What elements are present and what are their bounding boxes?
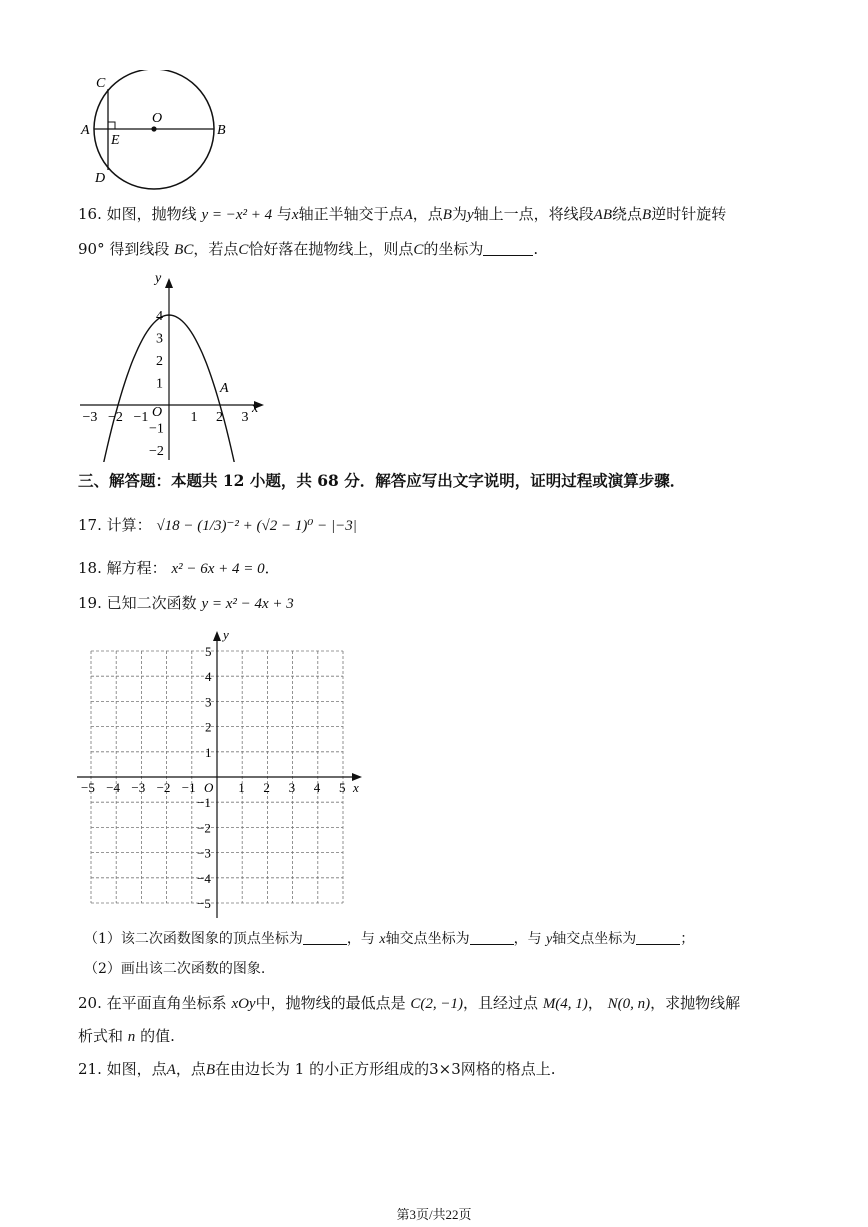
q21-line [78, 1058, 556, 1081]
q18-line [78, 557, 280, 580]
label-a: A [81, 123, 90, 138]
q21-text-d: 网格的格点上. [460, 1060, 556, 1078]
grid-y-label: y [223, 627, 229, 642]
parabola-x-tick-label: −1 [133, 410, 149, 425]
parabola-x-tick-label: 3 [241, 410, 249, 425]
label-e: E [111, 133, 120, 148]
q20-point-c: C(2, −1) [410, 996, 464, 1012]
label-c: C [96, 76, 106, 91]
q17-number: 17. [78, 516, 102, 534]
parabola-y-label: y [155, 271, 162, 286]
parabola-origin-label: O [152, 405, 163, 420]
q16-text-l: 的坐标为 [423, 240, 484, 258]
parabola-x-tick-label: 2 [216, 410, 223, 425]
grid-y-tick-label: −2 [197, 820, 211, 836]
q18-end: ． [264, 559, 280, 577]
grid-x-tick-label: −5 [81, 780, 95, 795]
page-footer: 第3页/共22页 [396, 1207, 472, 1222]
q20-point-m: M(4, 1) [542, 996, 588, 1012]
q21-number: 21. [78, 1060, 102, 1078]
grid-x-tick-label: 4 [313, 780, 321, 795]
grid-y-tick-label: −4 [197, 870, 211, 886]
q16-number: 16. [78, 205, 102, 223]
q16-segment-ab: AB [593, 207, 612, 223]
q19-part1-d: ，与 [513, 931, 542, 947]
label-o: O [152, 111, 163, 126]
q21-text-b: ，点 [175, 1060, 206, 1078]
q20-line2 [78, 1025, 175, 1048]
q19-part1-b: ，与 [346, 931, 375, 947]
q16-y-var: y [466, 207, 474, 223]
grid-origin-label: O [204, 780, 214, 795]
parabola-y-tick-label: −2 [149, 444, 164, 459]
q16-text-b: 与 [276, 205, 292, 223]
parabola-y-tick-label: 2 [156, 354, 163, 369]
q21-point-b: B [205, 1062, 216, 1078]
section3-heading: 三、解答题：本题共 12 小题，共 68 分．解答应写出文字说明，证明过程或演算步骤． [78, 471, 686, 490]
q16-angle: 90° [78, 240, 105, 258]
q20-text-f: 的值. [140, 1027, 175, 1045]
q19-part1-y: y [546, 932, 553, 947]
grid-y-tick-label: 2 [205, 719, 212, 735]
grid-graph [75, 624, 370, 920]
grid-x-tick-label: −4 [106, 780, 121, 795]
grid-x-tick-label: 2 [263, 780, 270, 795]
grid-y-tick-label: 4 [205, 669, 212, 685]
label-b: B [217, 123, 226, 138]
q16-text-i: 得到线段 [109, 240, 170, 258]
q19-part1-c: 轴交点坐标为 [385, 931, 470, 947]
grid-y-tick-label: 1 [205, 744, 212, 760]
parabola-y-tick-label: 4 [156, 309, 163, 324]
q16-segment-bc: BC [174, 242, 194, 258]
q20-text-d: ，求抛物线解 [650, 994, 741, 1012]
parabola-point-a-label: A [220, 381, 229, 396]
q20-line1 [78, 992, 740, 1015]
q20-var-n: n [127, 1029, 136, 1045]
q20-text-c: ，且经过点 [463, 994, 539, 1012]
q19-part1-x: x [379, 932, 386, 947]
q19-part1-end: ； [680, 931, 695, 947]
grid-y-tick-label: −1 [197, 795, 211, 811]
grid-y-axis-arrow [213, 631, 221, 641]
grid-x-tick-label: 3 [288, 780, 296, 795]
q16-text: 如图，抛物线 [106, 205, 197, 223]
q16-text-d: ，点 [412, 205, 443, 223]
grid-x-label: x [353, 780, 359, 795]
grid-x-tick-label: 1 [238, 780, 245, 795]
q16-text-c: 轴正半轴交于点 [298, 205, 404, 223]
q18-label: 解方程： [106, 559, 167, 577]
parabola-graph [78, 266, 278, 462]
q21-text-c: 在由边长为 1 的小正方形组成的 [215, 1060, 430, 1078]
center-point [151, 126, 156, 131]
grid-y-tick-label: 3 [205, 694, 212, 710]
q18-number: 18. [78, 559, 102, 577]
answer-blank [303, 930, 347, 945]
right-angle-mark [108, 122, 115, 129]
q16-point-b2: B [642, 207, 652, 223]
q17-expression: √18 − (1/3)⁻² + (√2 − 1)⁰ − |−3| [156, 518, 357, 534]
grid-y-tick-label: −3 [197, 845, 211, 861]
grid-x-tick-label: −2 [156, 780, 171, 795]
parabola-x-label: x [252, 401, 259, 416]
q16-point-c2: C [413, 242, 424, 258]
grid-y-tick-label: 5 [205, 644, 212, 659]
q19-part1-a: （1）该二次函数图象的顶点坐标为 [84, 931, 303, 947]
grid-x-tick-label: −3 [131, 780, 146, 795]
answer-blank [470, 930, 514, 945]
answer-blank [483, 241, 533, 256]
q16-text-h: 逆时针旋转 [651, 205, 727, 223]
q19-part1 [84, 928, 694, 951]
q16-point-b: B [442, 207, 452, 223]
parabola-x-tick-label: 1 [190, 410, 198, 425]
q20-sep: ， [587, 994, 603, 1012]
label-d: D [95, 171, 106, 186]
grid-x-tick-label: 5 [339, 780, 346, 795]
q19-part1-e: 轴交点坐标为 [552, 931, 637, 947]
q16-text-k: 恰好落在抛物线上，则点 [248, 240, 414, 258]
q19-label: 已知二次函数 [106, 594, 197, 612]
q20-point-n: N(0, n) [607, 996, 651, 1012]
q16-equation: y = −x² + 4 [201, 207, 273, 223]
q18-equation: x² − 6x + 4 = 0 [171, 561, 265, 577]
parabola-x-tick-label: −3 [82, 410, 98, 425]
q20-text-a: 在平面直角坐标系 [106, 994, 227, 1012]
q16-end: . [533, 240, 539, 258]
q20-text-b: 中，抛物线的最低点是 [255, 994, 406, 1012]
q20-system: xOy [231, 996, 256, 1012]
q21-text-a: 如图，点 [106, 1060, 167, 1078]
q16-text-e: 为 [451, 205, 467, 223]
q16-line2 [78, 238, 538, 261]
q19-line [78, 592, 294, 615]
q19-part2: （2）画出该二次函数的图象. [84, 961, 266, 977]
q20-text-e: 析式和 [78, 1027, 124, 1045]
parabola-y-tick-label: 3 [156, 331, 163, 347]
q16-text-j: ，若点 [193, 240, 239, 258]
q16-point-a: A [403, 207, 413, 223]
q19-number: 19. [78, 594, 102, 612]
grid-x-tick-label: −1 [181, 780, 196, 795]
q16-point-c: C [238, 242, 249, 258]
y-axis-arrow [165, 278, 173, 288]
q17-label: 计算： [106, 516, 152, 534]
q17-line [78, 514, 357, 537]
q16-text-g: 绕点 [612, 205, 643, 223]
q20-number: 20. [78, 994, 102, 1012]
q19-equation: y = x² − 4x + 3 [201, 596, 294, 612]
circle-figure [78, 70, 238, 195]
parabola-y-tick-label: −1 [149, 421, 164, 437]
q21-point-a: A [166, 1062, 176, 1078]
parabola-x-tick-label: −2 [108, 410, 123, 425]
answer-blank [636, 930, 680, 945]
q21-grid: 3×3 [429, 1060, 461, 1078]
q16-x-var: x [291, 207, 299, 223]
grid-y-tick-label: −5 [197, 896, 211, 911]
q16-line1 [78, 203, 726, 226]
parabola-y-tick-label: 1 [156, 376, 163, 392]
q16-text-f: 轴上一点，将线段 [473, 205, 594, 223]
